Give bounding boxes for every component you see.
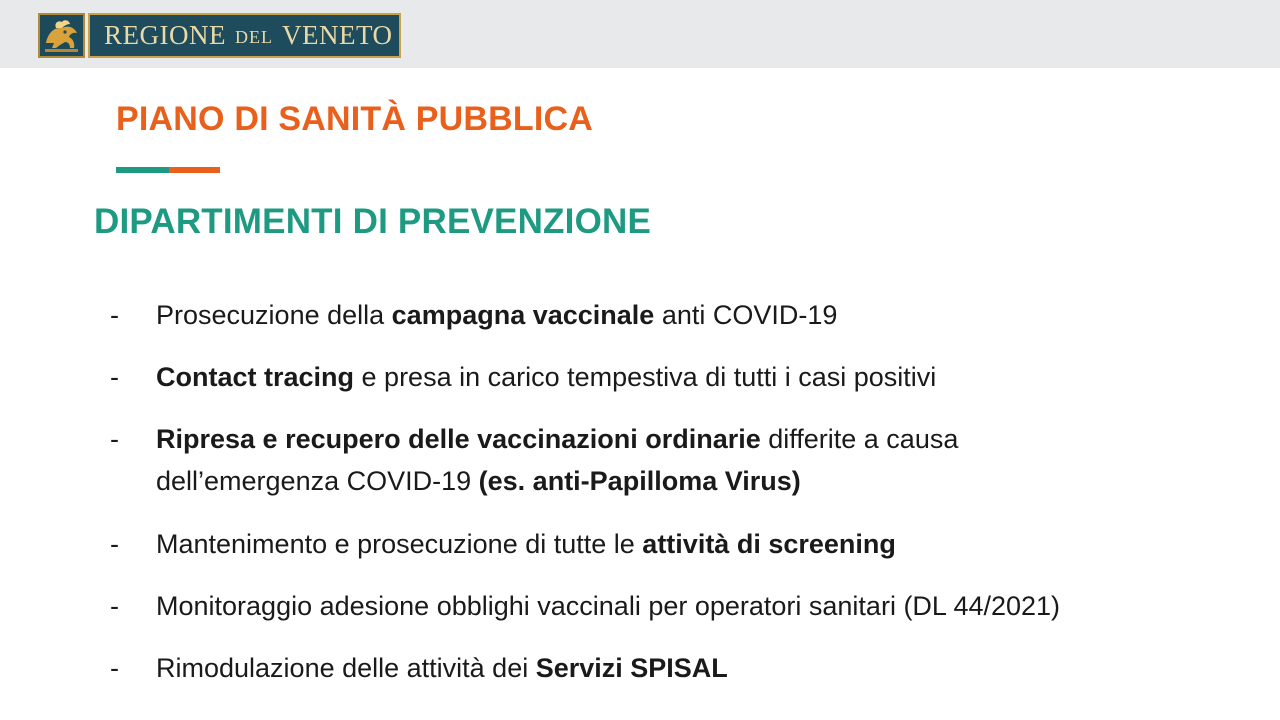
logo-text-regione: REGIONE: [104, 20, 226, 50]
bullet-dash: -: [110, 362, 119, 392]
logo-text-del: DEL: [234, 27, 273, 47]
list-item-text: [156, 526, 896, 563]
text-run: differite a causa: [760, 424, 959, 454]
list-item-text: [156, 463, 801, 500]
slide-title: PIANO DI SANITÀ PUBBLICA: [116, 100, 594, 138]
text-run-bold: attività di screening: [642, 529, 896, 559]
accent-bar-teal: [116, 167, 169, 173]
slide-subtitle: DIPARTIMENTI DI PREVENZIONE: [94, 202, 652, 241]
bullet-dash: -: [110, 529, 119, 559]
logo-text-veneto: VENETO: [281, 20, 393, 50]
text-run: Mantenimento e prosecuzione di tutte le: [156, 529, 643, 559]
text-run: dell’emergenza COVID-19: [156, 466, 479, 496]
text-run-bold: Servizi SPISAL: [535, 653, 728, 683]
lion-emblem-icon: [38, 13, 85, 58]
title-accent-bar: [116, 167, 220, 173]
list-item-text: [156, 421, 958, 458]
bullet-dash: -: [110, 653, 119, 683]
logo-wordmark: [88, 13, 401, 58]
text-run: Rimodulazione delle attività dei: [156, 653, 536, 683]
list-item-text: [156, 359, 936, 396]
text-run-bold: Contact tracing: [156, 362, 355, 392]
regione-veneto-logo: [38, 13, 401, 58]
accent-bar-orange: [169, 167, 220, 173]
bullet-dash: -: [110, 300, 119, 330]
text-run: anti COVID-19: [654, 300, 838, 330]
list-item-text: [156, 650, 728, 687]
bullet-dash: -: [110, 591, 119, 621]
list-item-text: [156, 588, 1060, 625]
list-item-text: [156, 297, 837, 334]
header-bar: [0, 0, 1280, 68]
text-run: e presa in carico tempestiva di tutti i casi positivi: [354, 362, 937, 392]
bullet-dash: -: [110, 424, 119, 454]
text-run: Monitoraggio adesione obblighi vaccinali per operatori sanitari (DL 44/2021): [156, 591, 1061, 621]
text-run: Prosecuzione della: [156, 300, 392, 330]
text-run-bold: (es. anti-Papilloma Virus): [478, 466, 801, 496]
text-run-bold: Ripresa e recupero delle vaccinazioni ordinarie: [156, 424, 761, 454]
text-run-bold: campagna vaccinale: [391, 300, 655, 330]
